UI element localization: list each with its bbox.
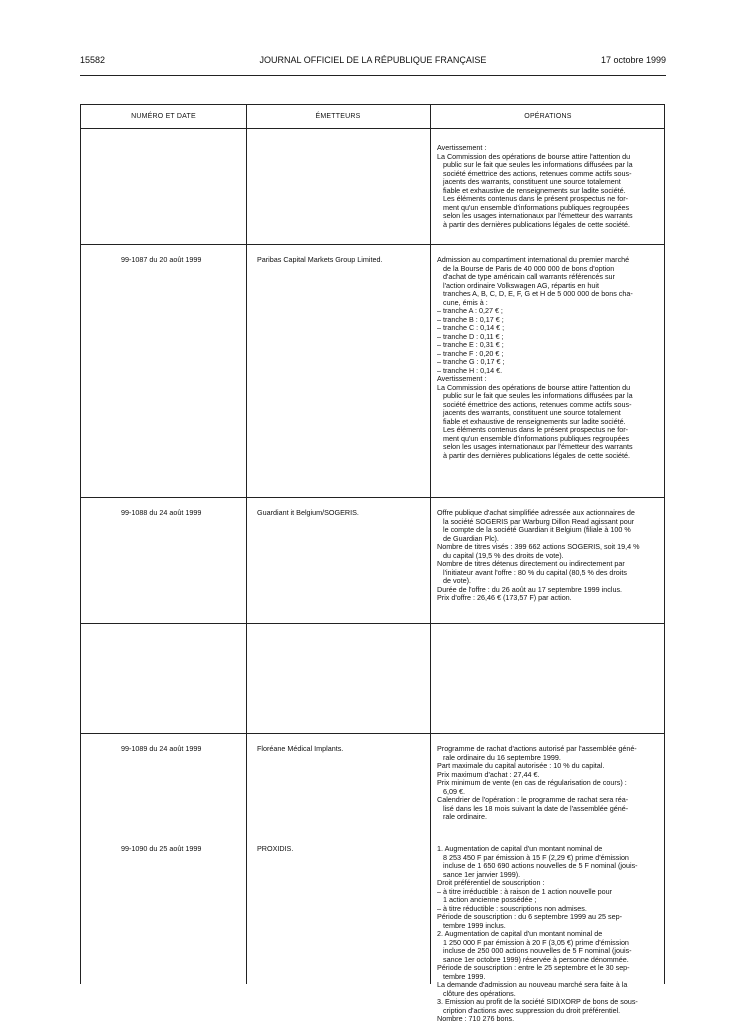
operation-line: Les éléments contenus dans le présent prospectus ne for- xyxy=(437,425,628,434)
row-divider xyxy=(81,733,664,734)
operations-table xyxy=(80,104,665,1023)
operation-line: Période de souscription : entre le 25 septembre et le 30 sep- xyxy=(437,963,630,972)
header-rule xyxy=(80,75,666,76)
operation-line: Nombre de titres visés : 399 662 actions SOGERIS, soit 19,4 % xyxy=(437,542,640,551)
operation-line: lisé dans les 18 mois suivant la date de l'assemblée géné- xyxy=(437,803,629,813)
operation-line: Avertissement : xyxy=(437,374,487,383)
operation-line: – tranche F : 0,20 € ; xyxy=(437,348,504,358)
operation-line: Les éléments contenus dans le présent prospectus ne for- xyxy=(437,194,628,203)
row-numero-date: 99-1090 du 25 août 1999 xyxy=(121,844,202,853)
page-number: 15582 xyxy=(80,55,106,65)
row-divider xyxy=(81,623,664,624)
operation-line: – tranche E : 0,31 € ; xyxy=(437,340,504,349)
operation-line: public sur le fait que seules les informations diffusées par la xyxy=(437,391,633,400)
operation-line: la société SOGERIS par Warburg Dillon Read agissant pour xyxy=(437,516,635,526)
operation-line: l'initiateur avant l'offre : 80 % du capital (80,5 % des droits xyxy=(437,567,627,577)
operation-line: public sur le fait que seules les informations diffusées par la xyxy=(437,160,633,169)
operation-line: fiable et exhaustive de renseignements sur ladite société. xyxy=(437,416,626,426)
operation-line: Admission au compartiment international du premier marché xyxy=(437,255,630,264)
operation-line: 8 253 450 F par émission à 15 F (2,29 €) prime d'émission xyxy=(437,852,629,862)
operation-line: tranches A, B, C, D, E, F, G et H de 5 000 000 de bons cha- xyxy=(437,289,633,298)
column-header-emetteurs: ÉMETTEURS xyxy=(315,113,361,120)
operation-line: clôture des opérations. xyxy=(437,988,516,998)
row-divider xyxy=(81,244,664,245)
operation-line: sance 1er octobre 1999) réservée à personne dénommée. xyxy=(437,954,629,964)
operation-line: 3. Emission au profit de la société SIDIXORP de bons de sous- xyxy=(437,997,638,1006)
operation-line: selon les usages internationaux par l'émetteur des warrants xyxy=(437,211,633,220)
operation-line: Prix d'offre : 26,46 € (173,57 F) par action. xyxy=(437,593,572,602)
operation-line: jacents des warrants, constituent une source totalement xyxy=(437,177,621,186)
operation-line: – tranche D : 0,11 € ; xyxy=(437,331,504,341)
operation-line: Période de souscription : du 6 septembre 1999 au 25 sep- xyxy=(437,912,622,921)
row-emetteur: Paribas Capital Markets Group Limited. xyxy=(257,255,383,264)
row-operations xyxy=(437,256,663,460)
operation-line: cune, émis à : xyxy=(437,297,488,307)
column-header-numero: NUMÉRO ET DATE xyxy=(131,113,196,120)
operation-line: 1. Augmentation de capital d'un montant nominal de xyxy=(437,844,603,853)
issue-date: 17 octobre 1999 xyxy=(600,55,666,65)
operation-line: – tranche G : 0,17 € ; xyxy=(437,357,505,366)
operation-line: tembre 1999. xyxy=(437,971,486,981)
operation-line: – à titre irréductible : à raison de 1 action nouvelle pour xyxy=(437,886,612,896)
column-divider xyxy=(246,105,247,984)
operation-line: Durée de l'offre : du 26 août au 17 septembre 1999 inclus. xyxy=(437,584,623,594)
operation-line: rale ordinaire. xyxy=(437,812,487,821)
operation-line: 2. Augmentation de capital d'un montant nominal de xyxy=(437,929,603,938)
operation-line: Avertissement : xyxy=(437,143,487,152)
row-operations xyxy=(437,144,663,229)
operation-line: sance 1er janvier 1999). xyxy=(437,869,521,879)
operation-line: Nombre de titres détenus directement ou indirectement par xyxy=(437,559,625,568)
row-operations xyxy=(437,845,663,1024)
operation-line: Prix maximum d'achat : 27,44 €. xyxy=(437,769,540,779)
column-divider xyxy=(430,105,431,984)
operation-line: incluse de 1 650 690 actions nouvelles de 5 F nominal (jouis- xyxy=(437,861,638,870)
page-header xyxy=(80,55,666,69)
operation-line: du capital (19,5 % des droits de vote). xyxy=(437,550,564,560)
operation-line: jacents des warrants, constituent une source totalement xyxy=(437,408,621,417)
operation-line: La demande d'admission au nouveau marché sera faite à la xyxy=(437,980,628,989)
operation-line: – tranche B : 0,17 € ; xyxy=(437,314,504,324)
row-emetteur: Floréane Médical Implants. xyxy=(257,744,344,753)
row-emetteur: PROXIDIS. xyxy=(257,844,294,853)
operation-line: selon les usages internationaux par l'émetteur des warrants xyxy=(437,442,633,451)
row-numero-date: 99-1089 du 24 août 1999 xyxy=(121,744,202,753)
operation-line: de la Bourse de Paris de 40 000 000 de bons d'option xyxy=(437,263,615,273)
row-emetteur: Guardiant it Belgium/SOGERIS. xyxy=(257,508,359,517)
operation-line: le compte de la société Guardian it Belgium (filiale à 100 % xyxy=(437,525,631,534)
operation-line: Droit préférentiel de souscription : xyxy=(437,878,545,887)
operation-line: La Commission des opérations de bourse attire l'attention du xyxy=(437,382,631,392)
operation-line: à partir des dernières publications légales de cette société. xyxy=(437,219,630,229)
row-numero-date: 99-1088 du 24 août 1999 xyxy=(121,508,202,517)
operation-line: Programme de rachat d'actions autorisé par l'assemblée géné- xyxy=(437,744,637,753)
row-numero-date: 99-1087 du 20 août 1999 xyxy=(121,255,202,264)
operation-line: société émettrice des actions, retenues comme actifs sous- xyxy=(437,168,632,178)
operation-line: rale ordinaire du 16 septembre 1999. xyxy=(437,752,561,762)
operation-line: 1 action ancienne possédée ; xyxy=(437,895,537,904)
operation-line: société émettrice des actions, retenues comme actifs sous- xyxy=(437,399,632,409)
operation-line: – tranche H : 0,14 €. xyxy=(437,365,503,375)
row-operations xyxy=(437,745,663,822)
operation-line: ment qu'un ensemble d'informations publiques regroupées xyxy=(437,433,630,443)
column-header-operations: OPÉRATIONS xyxy=(524,113,572,120)
operation-line: Prix minimum de vente (en cas de régularisation de cours) : xyxy=(437,778,627,787)
operation-line: ment qu'un ensemble d'informations publiques regroupées xyxy=(437,202,630,212)
operation-line: Part maximale du capital autorisée : 10 % du capital. xyxy=(437,761,605,770)
operation-line: – tranche A : 0,27 € ; xyxy=(437,306,503,315)
operation-line: à partir des dernières publications légales de cette société. xyxy=(437,450,630,460)
operation-line: incluse de 250 000 actions nouvelles de 5 F nominal (jouis- xyxy=(437,946,632,955)
row-operations xyxy=(437,509,663,603)
operation-line: – à titre réductible : souscriptions non admises. xyxy=(437,903,587,913)
operation-line: cription d'actions avec suppression du droit préférentiel. xyxy=(437,1005,621,1015)
operation-line: fiable et exhaustive de renseignements sur ladite société. xyxy=(437,185,626,195)
operation-line: Nombre : 710 276 bons. xyxy=(437,1014,515,1023)
operation-line: de vote). xyxy=(437,576,471,585)
operation-line: l'action ordinaire Volkswagen AG, répartis en huit xyxy=(437,280,599,290)
operation-line: tembre 1999 inclus. xyxy=(437,920,506,930)
operation-line: 6,09 €. xyxy=(437,786,465,796)
operation-line: 1 250 000 F par émission à 20 F (3,05 €) prime d'émission xyxy=(437,937,629,947)
operation-line: de Guardian Plc). xyxy=(437,533,499,543)
operation-line: La Commission des opérations de bourse attire l'attention du xyxy=(437,151,631,161)
journal-title: JOURNAL OFFICIEL DE LA RÉPUBLIQUE FRANÇAISE xyxy=(259,55,487,65)
operation-line: – tranche C : 0,14 € ; xyxy=(437,323,505,332)
operation-line: d'achat de type américain call warrants référencés sur xyxy=(437,272,615,281)
row-divider xyxy=(81,128,664,129)
row-divider xyxy=(81,497,664,498)
operation-line: Calendrier de l'opération : le programme de rachat sera réa- xyxy=(437,795,629,804)
operation-line: Offre publique d'achat simplifiée adressée aux actionnaires de xyxy=(437,508,635,517)
